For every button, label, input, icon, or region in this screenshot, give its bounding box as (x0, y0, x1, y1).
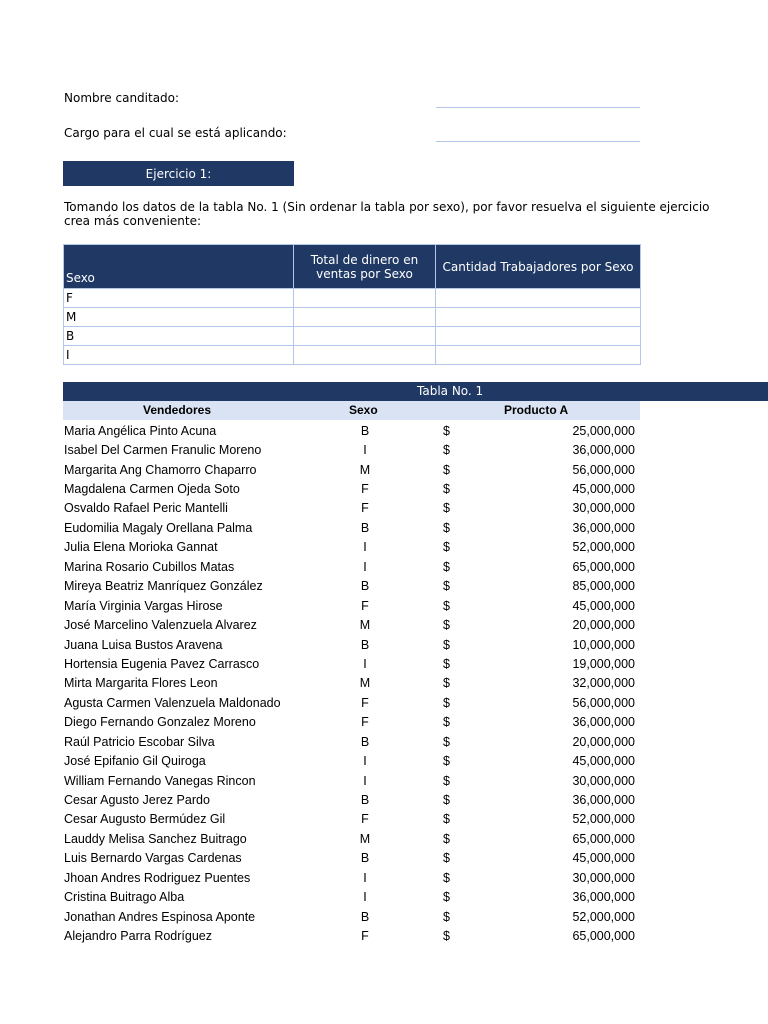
header-sexo: Sexo (349, 403, 378, 417)
table-row (63, 713, 640, 732)
vendedor-sex: F (361, 598, 369, 613)
summary-row (64, 308, 641, 327)
vendedor-name: María Virginia Vargas Hirose (64, 598, 223, 613)
currency-symbol: $ (443, 482, 450, 497)
table-row (63, 460, 640, 479)
vendedor-name: Diego Fernando Gonzalez Moreno (64, 715, 256, 730)
table-row (63, 440, 640, 459)
table-row (63, 790, 640, 809)
table-row (63, 557, 640, 576)
producto-a-amount: 36,000,000 (572, 715, 635, 730)
table-row (63, 596, 640, 615)
instruction-line-2: crea más conveniente: (64, 214, 202, 228)
data-table (63, 421, 640, 946)
vendedor-name: Hortensia Eugenia Pavez Carrasco (64, 656, 260, 671)
producto-a-amount: 36,000,000 (572, 793, 635, 808)
producto-a-amount: 65,000,000 (572, 831, 635, 846)
cargo-label: Cargo para el cual se está aplicando: (64, 126, 287, 140)
header-producto-a: Producto A (504, 403, 569, 417)
vendedor-name: José Epifanio Gil Quiroga (64, 754, 206, 769)
header-vendedores: Vendedores (143, 403, 212, 417)
summary-header-row (64, 245, 641, 289)
summary-row (64, 327, 641, 346)
vendedor-name: Luis Bernardo Vargas Cardenas (64, 851, 242, 866)
table-row (63, 693, 640, 712)
summary-sex-cell: B (64, 327, 294, 346)
vendedor-sex: I (363, 540, 367, 555)
table-row (63, 829, 640, 848)
producto-a-amount: 30,000,000 (572, 773, 635, 788)
table-row (63, 732, 640, 751)
producto-a-amount: 85,000,000 (572, 579, 635, 594)
vendedor-name: Margarita Ang Chamorro Chaparro (64, 462, 257, 477)
vendedor-sex: F (361, 501, 369, 516)
vendedor-sex: B (360, 423, 370, 438)
producto-a-amount: 45,000,000 (572, 598, 635, 613)
table-row (63, 868, 640, 887)
nombre-input-line[interactable] (436, 107, 640, 108)
summary-row (64, 346, 641, 365)
vendedor-sex: I (363, 559, 367, 574)
vendedor-sex: B (360, 637, 370, 652)
currency-symbol: $ (443, 501, 450, 516)
currency-symbol: $ (443, 579, 450, 594)
table-row (63, 635, 640, 654)
currency-symbol: $ (443, 559, 450, 574)
table-row (63, 421, 640, 440)
table-row (63, 751, 640, 770)
vendedor-name: Cesar Augusto Bermúdez Gil (64, 812, 226, 827)
currency-symbol: $ (443, 773, 450, 788)
summary-header-cantidad: Cantidad Trabajadores por Sexo (436, 245, 641, 289)
currency-symbol: $ (443, 929, 450, 944)
summary-table (63, 244, 641, 365)
table-row (63, 674, 640, 693)
vendedor-name: Mirta Margarita Flores Leon (64, 676, 218, 691)
currency-symbol: $ (443, 637, 450, 652)
table-row (63, 479, 640, 498)
instruction-line-1: Tomando los datos de la tabla No. 1 (Sin ordenar la tabla por sexo), por favor resuelva el siguiente ejercicio (64, 200, 710, 214)
producto-a-amount: 30,000,000 (572, 501, 635, 516)
vendedor-name: Maria Angélica Pinto Acuna (64, 423, 217, 438)
currency-symbol: $ (443, 423, 450, 438)
vendedor-sex: F (361, 482, 369, 497)
table-row (63, 849, 640, 868)
currency-symbol: $ (443, 598, 450, 613)
currency-symbol: $ (443, 462, 450, 477)
producto-a-amount: 36,000,000 (572, 890, 635, 905)
vendedor-sex: F (361, 715, 369, 730)
vendedor-name: Jhoan Andres Rodriguez Puentes (64, 870, 251, 885)
producto-a-amount: 32,000,000 (572, 676, 635, 691)
producto-a-amount: 30,000,000 (572, 870, 635, 885)
vendedor-name: Eudomilia Magaly Orellana Palma (64, 520, 253, 535)
producto-a-amount: 20,000,000 (572, 734, 635, 749)
producto-a-amount: 45,000,000 (572, 851, 635, 866)
producto-a-amount: 56,000,000 (572, 462, 635, 477)
table-row (63, 615, 640, 634)
currency-symbol: $ (443, 656, 450, 671)
currency-symbol: $ (443, 618, 450, 633)
vendedor-sex: F (361, 695, 369, 710)
summary-header-total: Total de dinero en ventas por Sexo (294, 245, 436, 289)
vendedor-name: Marina Rosario Cubillos Matas (64, 559, 235, 574)
summary-total-cell[interactable] (294, 327, 436, 346)
summary-total-cell[interactable] (294, 308, 436, 327)
producto-a-amount: 25,000,000 (572, 423, 635, 438)
vendedor-name: Raúl Patricio Escobar Silva (64, 734, 215, 749)
table-row (63, 518, 640, 537)
vendedor-sex: B (360, 909, 370, 924)
currency-symbol: $ (443, 870, 450, 885)
vendedor-sex: I (363, 773, 367, 788)
cargo-input-line[interactable] (436, 141, 640, 142)
currency-symbol: $ (443, 754, 450, 769)
currency-symbol: $ (443, 793, 450, 808)
table-row (63, 538, 640, 557)
summary-header-sexo: Sexo (64, 245, 294, 289)
vendedor-sex: I (363, 870, 367, 885)
currency-symbol: $ (443, 715, 450, 730)
exercise-title: Ejercicio 1: (63, 161, 294, 186)
vendedor-sex: I (363, 890, 367, 905)
summary-count-cell[interactable] (436, 289, 641, 308)
data-table-title-bar (63, 382, 768, 401)
producto-a-amount: 45,000,000 (572, 754, 635, 769)
vendedor-sex: M (359, 831, 371, 846)
vendedor-name: José Marcelino Valenzuela Alvarez (64, 618, 257, 633)
producto-a-amount: 65,000,000 (572, 929, 635, 944)
vendedor-sex: B (360, 734, 370, 749)
vendedor-name: Cristina Buitrago Alba (64, 890, 185, 905)
data-table-title: Tabla No. 1 (417, 384, 484, 398)
vendedor-name: Lauddy Melisa Sanchez Buitrago (64, 831, 247, 846)
vendedor-name: William Fernando Vanegas Rincon (64, 773, 256, 788)
vendedor-name: Osvaldo Rafael Peric Mantelli (64, 501, 228, 516)
vendedor-sex: F (361, 929, 369, 944)
currency-symbol: $ (443, 734, 450, 749)
summary-row (64, 289, 641, 308)
vendedor-name: Isabel Del Carmen Franulic Moreno (64, 443, 262, 458)
summary-count-cell[interactable] (436, 308, 641, 327)
currency-symbol: $ (443, 831, 450, 846)
vendedor-sex: I (363, 443, 367, 458)
currency-symbol: $ (443, 909, 450, 924)
vendedor-sex: B (360, 793, 370, 808)
summary-total-cell[interactable] (294, 289, 436, 308)
summary-count-cell[interactable] (436, 346, 641, 365)
vendedor-sex: B (360, 520, 370, 535)
summary-sex-cell: I (64, 346, 294, 365)
vendedor-sex: M (359, 462, 371, 477)
vendedor-sex: M (359, 676, 371, 691)
table-row (63, 907, 640, 926)
table-row (63, 810, 640, 829)
vendedor-name: Julia Elena Morioka Gannat (64, 540, 218, 555)
table-row (63, 771, 640, 790)
table-row (63, 654, 640, 673)
currency-symbol: $ (443, 443, 450, 458)
vendedor-sex: F (361, 812, 369, 827)
vendedor-sex: M (359, 618, 371, 633)
producto-a-amount: 52,000,000 (572, 540, 635, 555)
producto-a-amount: 10,000,000 (572, 637, 635, 652)
currency-symbol: $ (443, 676, 450, 691)
producto-a-amount: 19,000,000 (572, 656, 635, 671)
vendedor-name: Juana Luisa Bustos Aravena (64, 637, 223, 652)
summary-sex-cell: F (64, 289, 294, 308)
vendedor-name: Alejandro Parra Rodríguez (64, 929, 212, 944)
producto-a-amount: 52,000,000 (572, 812, 635, 827)
vendedor-sex: B (360, 851, 370, 866)
currency-symbol: $ (443, 695, 450, 710)
producto-a-amount: 36,000,000 (572, 520, 635, 535)
currency-symbol: $ (443, 520, 450, 535)
producto-a-amount: 52,000,000 (572, 909, 635, 924)
currency-symbol: $ (443, 540, 450, 555)
vendedor-sex: I (363, 754, 367, 769)
summary-sex-cell: M (64, 308, 294, 327)
vendedor-name: Cesar Agusto Jerez Pardo (64, 793, 210, 808)
table-row (63, 888, 640, 907)
vendedor-name: Jonathan Andres Espinosa Aponte (64, 909, 256, 924)
producto-a-amount: 56,000,000 (572, 695, 635, 710)
summary-count-cell[interactable] (436, 327, 641, 346)
nombre-label: Nombre canditado: (64, 91, 180, 105)
producto-a-amount: 20,000,000 (572, 618, 635, 633)
currency-symbol: $ (443, 851, 450, 866)
producto-a-amount: 45,000,000 (572, 482, 635, 497)
currency-symbol: $ (443, 890, 450, 905)
table-row (63, 499, 640, 518)
vendedor-sex: I (363, 656, 367, 671)
vendedor-name: Agusta Carmen Valenzuela Maldonado (64, 695, 281, 710)
vendedor-sex: B (360, 579, 370, 594)
vendedor-name: Mireya Beatriz Manríquez González (64, 579, 263, 594)
exercise-instruction (64, 200, 710, 230)
producto-a-amount: 36,000,000 (572, 443, 635, 458)
producto-a-amount: 65,000,000 (572, 559, 635, 574)
vendedor-name: Magdalena Carmen Ojeda Soto (64, 482, 240, 497)
data-table-header (63, 401, 640, 420)
table-row (63, 926, 640, 945)
table-row (63, 577, 640, 596)
currency-symbol: $ (443, 812, 450, 827)
summary-total-cell[interactable] (294, 346, 436, 365)
